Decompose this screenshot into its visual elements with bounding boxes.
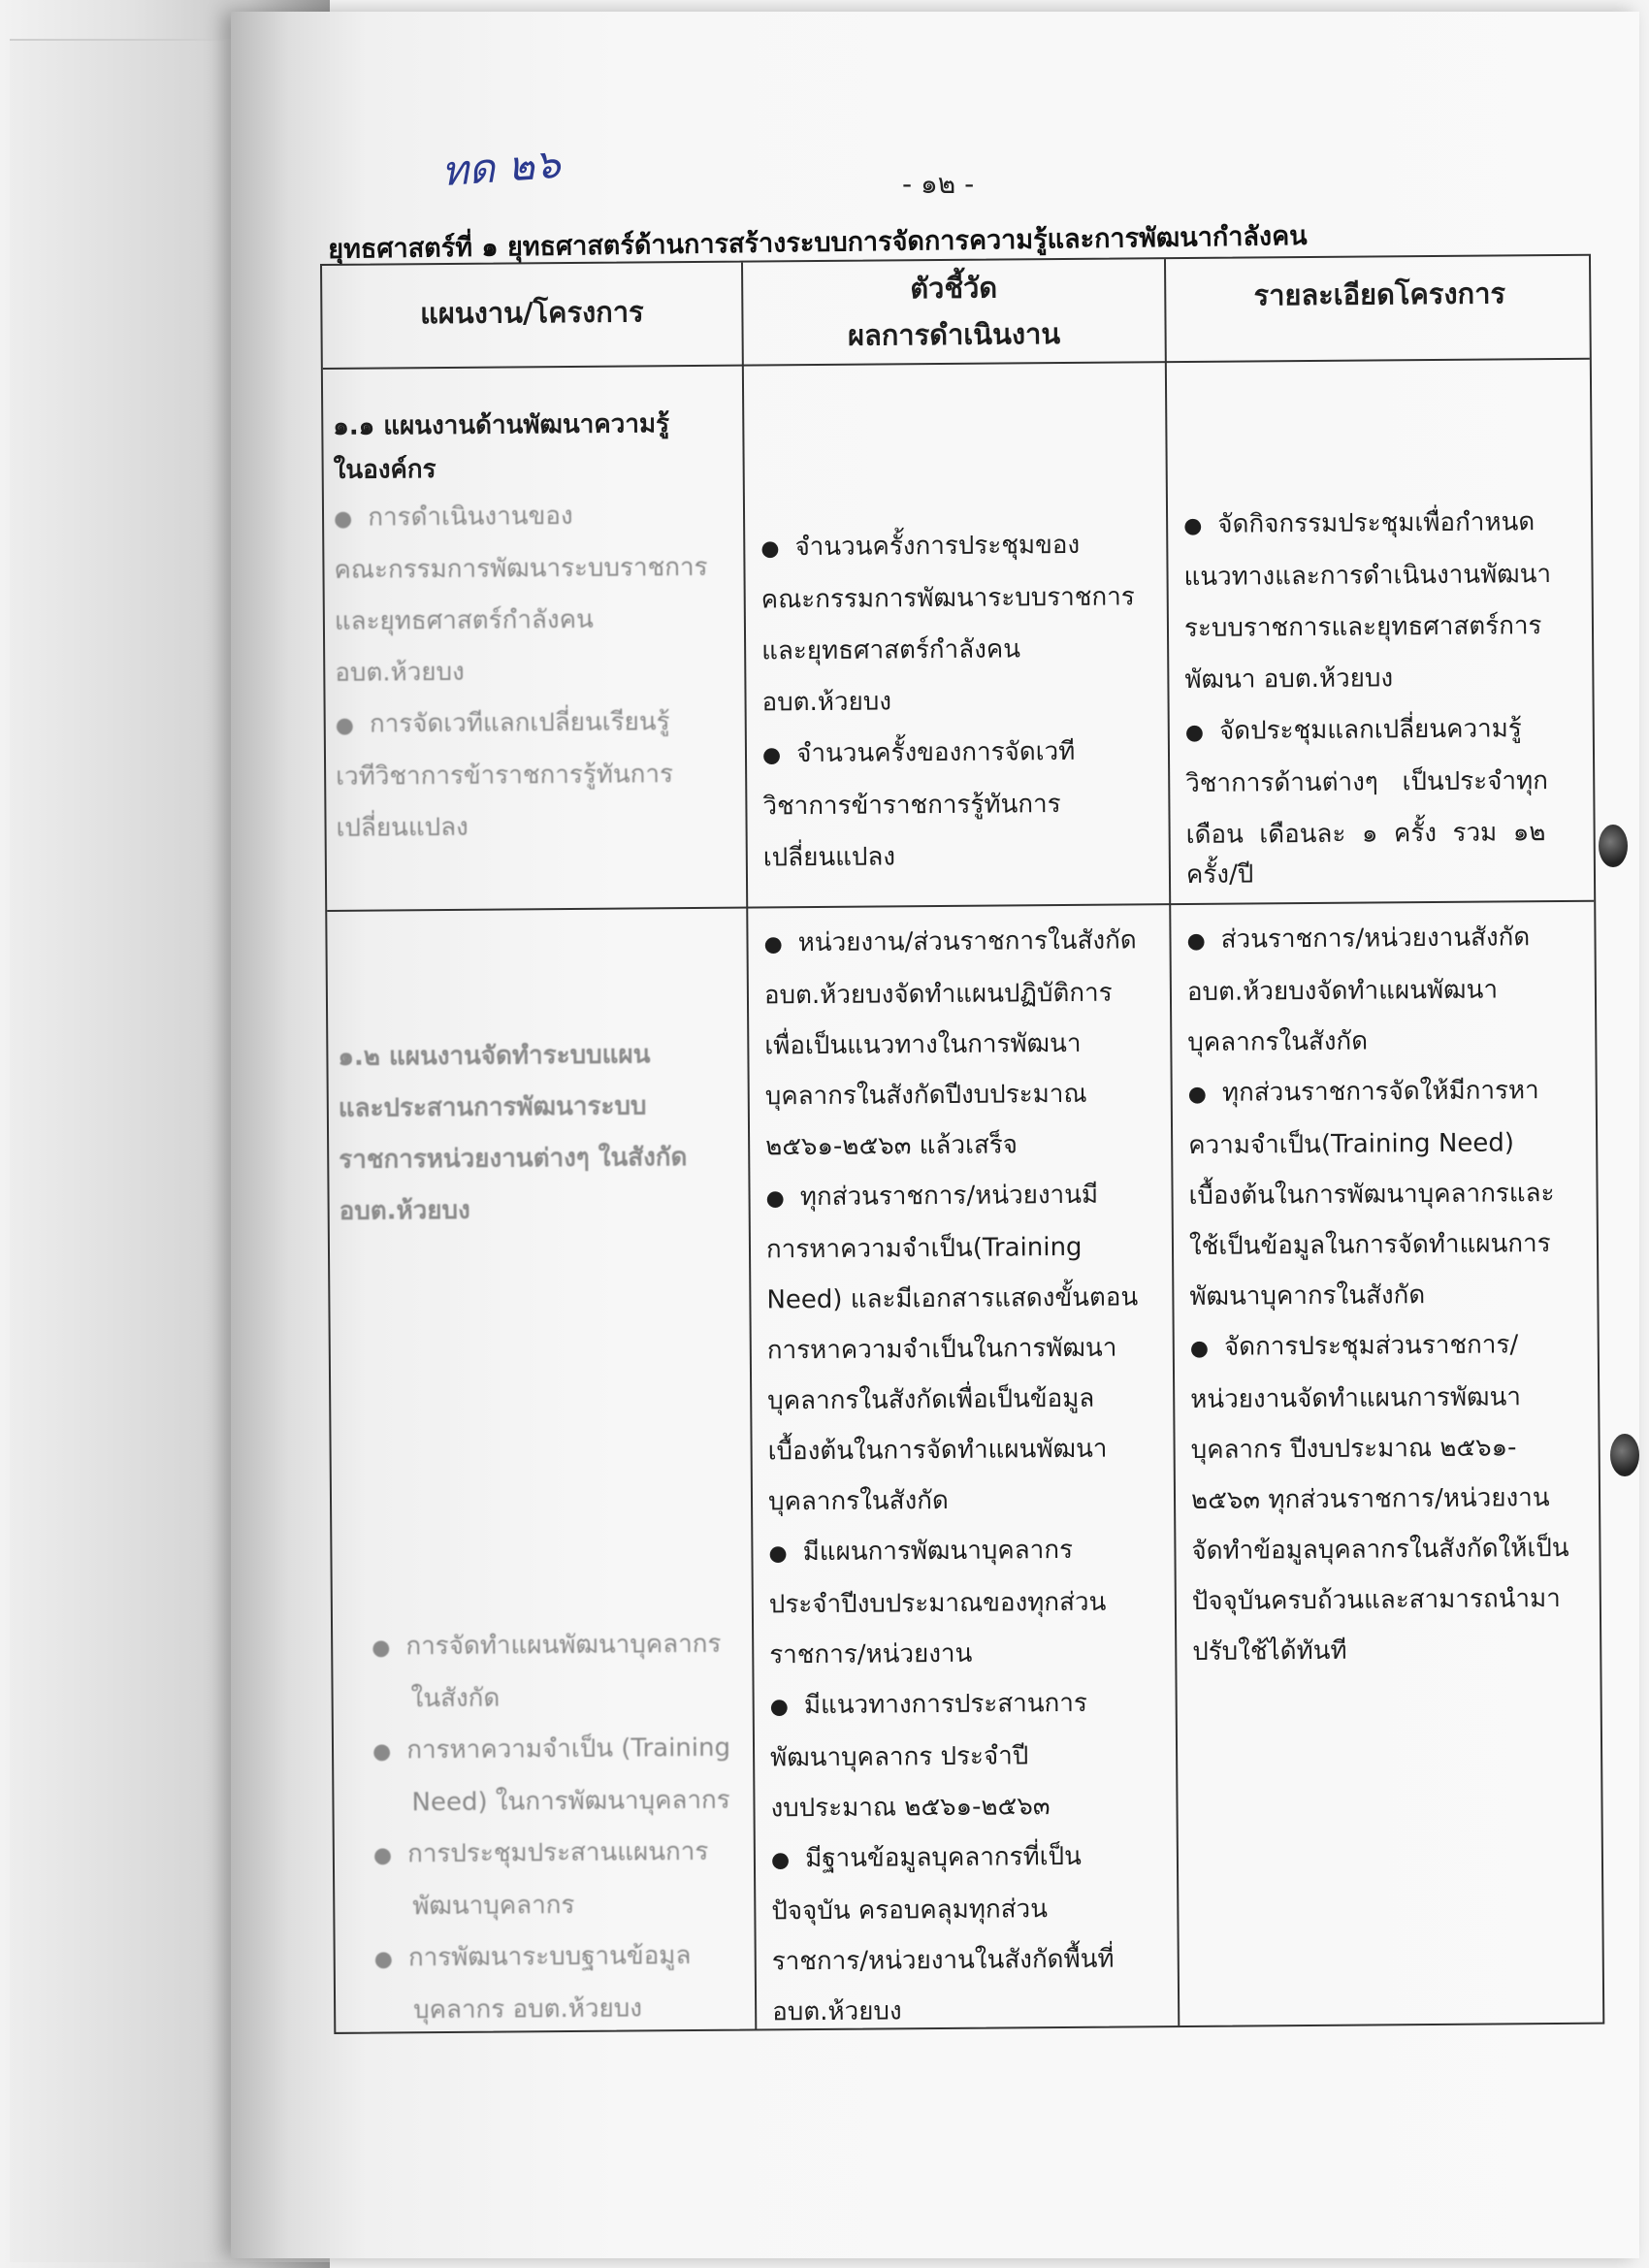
row2-plan-item: พัฒนาบุคลากร bbox=[412, 1890, 575, 1922]
row2-detail: หน่วยงานจัดทำแผนการพัฒนา bbox=[1190, 1382, 1522, 1414]
row1-plan-item: และยุทธศาสตร์กำลังคน bbox=[334, 604, 594, 636]
binder-hole bbox=[1610, 1434, 1639, 1476]
row1-indicator: วิชาการข้าราชการรู้ทันการ bbox=[762, 790, 1061, 822]
row1-detail: พัฒนา อบต.ห้วยบง bbox=[1184, 664, 1394, 696]
strategy-table bbox=[320, 254, 1604, 2034]
row2-plan-line: ๑.๒ แผนงานจัดทำระบบแผน bbox=[338, 1040, 651, 1072]
row2-indicator: ● หน่วยงาน/ส่วนราชการในสังกัด bbox=[763, 915, 1167, 970]
row1-plan-item: ● การดำเนินงานของ bbox=[334, 490, 741, 545]
row1-detail: เดือน เดือนละ ๑ ครั้ง รวม ๑๒ bbox=[1185, 818, 1546, 851]
row2-plan-item: ● การจัดทำแผนพัฒนาบุคลากร bbox=[372, 1619, 750, 1674]
row1-indicator: และยุทธศาสตร์กำลังคน bbox=[761, 634, 1021, 666]
row2-detail: ความจำเป็น(Training Need) bbox=[1188, 1128, 1515, 1160]
header-indicator-line1: ตัวชี้วัด bbox=[910, 271, 998, 306]
header-details: รายละเอียดโครงการ bbox=[1253, 276, 1506, 312]
row2-indicator: Need) และมีเอกสารแสดงขั้นตอน bbox=[766, 1282, 1139, 1315]
row2-detail: บุคลากรในสังกัด bbox=[1187, 1026, 1369, 1058]
row1-plan-item: อบต.ห้วยบง bbox=[335, 657, 465, 688]
row2-indicator: เบื้องต้นในการจัดทำแผนพัฒนา bbox=[767, 1434, 1108, 1467]
row2-indicator: ปัจจุบัน ครอบคลุมทุกส่วน bbox=[771, 1895, 1049, 1927]
row1-plan bbox=[333, 399, 744, 855]
header-indicator-line2: ผลการดำเนินงาน bbox=[847, 317, 1061, 352]
row2-indicator: ประจำปีงบประมาณของทุกส่วน bbox=[768, 1587, 1107, 1620]
row1-detail: แนวทางและการดำเนินงานพัฒนา bbox=[1183, 560, 1552, 593]
row2-indicators bbox=[763, 915, 1176, 2037]
row1-plan-item: เวทีวิชาการข้าราชการรู้ทันการ bbox=[336, 760, 674, 792]
row1-detail: ● จัดกิจกรรมประชุมเพื่อกำหนด bbox=[1183, 497, 1593, 552]
row2-detail: ● จัดการประชุมส่วนราชการ/ bbox=[1190, 1319, 1600, 1375]
handwritten-note: ทด ๒๖ bbox=[439, 139, 563, 196]
row2-plan-line: ราชการหน่วยงานต่างๆ ในสังกัด bbox=[339, 1143, 688, 1175]
row1-indicators bbox=[760, 519, 1167, 884]
header-indicator bbox=[743, 263, 1165, 359]
row1-detail: ● จัดประชุมแลกเปลี่ยนความรู้ bbox=[1185, 703, 1595, 759]
row2-detail: ใช้เป็นข้อมูลในการจัดทำแผนการ bbox=[1188, 1229, 1551, 1261]
row2-indicator: ● มีแผนการพัฒนาบุคลากร bbox=[768, 1524, 1172, 1579]
row2-indicator: งบประมาณ ๒๕๖๑-๒๕๖๓ bbox=[770, 1792, 1051, 1824]
row2-plan-line: และประสานการพัฒนาระบบ bbox=[338, 1091, 647, 1123]
row2-detail: พัฒนาบุคากรในสังกัด bbox=[1189, 1280, 1426, 1312]
row2-indicator: ๒๕๖๑-๒๕๖๓ แล้วเสร็จ bbox=[765, 1130, 1018, 1162]
row-divider bbox=[327, 900, 1594, 912]
row2-indicator: ● ทุกส่วนราชการ/หน่วยงานมี bbox=[765, 1169, 1169, 1224]
row2-indicator: พัฒนาบุคลากร ประจำปี bbox=[769, 1741, 1029, 1773]
row1-plan-title-cont: ในองค์กร bbox=[333, 455, 436, 485]
row2-indicator: ราชการ/หน่วยงาน bbox=[769, 1638, 973, 1670]
row2-indicator: ● มีฐานข้อมูลบุคลากรที่เป็น bbox=[771, 1831, 1175, 1886]
row1-plan-item: คณะกรรมการพัฒนาระบบราชการ bbox=[334, 552, 708, 585]
row2-plan-item: ● การหาความจำเป็น (Training bbox=[372, 1723, 751, 1778]
row1-details bbox=[1183, 497, 1596, 901]
row2-plan-items bbox=[372, 1619, 753, 2037]
row1-indicator: ● จำนวนครั้งการประชุมของ bbox=[760, 519, 1164, 574]
row1-plan-item: ● การจัดเวทีแลกเปลี่ยนเรียนรู้ bbox=[336, 697, 743, 752]
row1-indicator: ● จำนวนครั้งของการจัดเวที bbox=[762, 726, 1166, 781]
row1-indicator: เปลี่ยนแปลง bbox=[762, 842, 896, 873]
row2-indicator: บุคลากรในสังกัดปีงบประมาณ bbox=[764, 1079, 1087, 1112]
row2-indicator: เพื่อเป็นแนวทางในการพัฒนา bbox=[764, 1028, 1082, 1061]
row2-detail: จัดทำข้อมูลบุคลากรในสังกัดให้เป็น bbox=[1191, 1533, 1569, 1566]
row2-plan-item: ในสังกัด bbox=[410, 1683, 501, 1714]
row2-plan-item: ● การประชุมประสานแผนการ bbox=[373, 1827, 752, 1882]
row2-indicator: บุคลากรในสังกัด bbox=[767, 1485, 949, 1517]
row2-plan-line: อบต.ห้วยบง bbox=[339, 1195, 470, 1226]
row2-plan bbox=[338, 1029, 747, 1238]
row1-plan-title: ๑.๑ แผนงานด้านพัฒนาความรู้ bbox=[333, 409, 670, 441]
row2-indicator: ราชการ/หน่วยงานในสังกัดพื้นที่ bbox=[771, 1944, 1115, 1977]
row2-detail: ปรับใช้ได้ทันที bbox=[1192, 1636, 1347, 1667]
row2-detail: ● ทุกส่วนราชการจัดให้มีการหา bbox=[1188, 1065, 1598, 1120]
row2-plan-item: ● การพัฒนาระบบฐานข้อมูล bbox=[374, 1930, 753, 1986]
row1-detail: ครั้ง/ปี bbox=[1185, 859, 1254, 891]
row2-detail: บุคลากร ปีงบประมาณ ๒๕๖๑- bbox=[1190, 1433, 1517, 1465]
header-divider bbox=[323, 358, 1590, 370]
row2-detail: อบต.ห้วยบงจัดทำแผนพัฒนา bbox=[1186, 975, 1499, 1008]
binder-hole bbox=[1599, 825, 1628, 867]
row2-plan-item: บุคลากร อบต.ห้วยบง bbox=[413, 1993, 643, 2025]
header-plan: แผนงาน/โครงการ bbox=[420, 295, 644, 331]
row1-indicator: อบต.ห้วยบง bbox=[761, 687, 892, 718]
row2-details bbox=[1186, 912, 1601, 1677]
row2-indicator: การหาความจำเป็นในการพัฒนา bbox=[766, 1333, 1117, 1366]
row2-indicator: บุคลากรในสังกัดเพื่อเป็นข้อมูล bbox=[767, 1383, 1095, 1416]
row1-plan-item: เปลี่ยนแปลง bbox=[336, 812, 469, 843]
row2-detail: เบื้องต้นในการพัฒนาบุคลากรและ bbox=[1188, 1179, 1555, 1211]
row2-plan-item: Need) ในการพัฒนาบุคลากร bbox=[411, 1785, 730, 1818]
row2-indicator: การหาความจำเป็น(Training bbox=[765, 1232, 1083, 1265]
strategy-title: ยุทธศาสตร์ที่ ๑ ยุทธศาสตร์ด้านการสร้างระบบการจัดการความรู้และการพัฒนากำลังคน bbox=[328, 220, 1308, 265]
row1-indicator: คณะกรรมการพัฒนาระบบราชการ bbox=[760, 582, 1135, 615]
row2-detail: ปัจจุบันครบถ้วนและสามารถนำมา bbox=[1191, 1583, 1561, 1616]
row2-detail: ๒๕๖๓ ทุกส่วนราชการ/หน่วยงาน bbox=[1190, 1483, 1550, 1515]
row2-indicator: อบต.ห้วยบงจัดทำแผนปฏิบัติการ bbox=[763, 978, 1113, 1011]
page-number: - ๑๒ - bbox=[902, 168, 975, 200]
row2-indicator: อบต.ห้วยบง bbox=[772, 1996, 902, 2027]
row1-detail: วิชาการด้านต่างๆ เป็นประจำทุก bbox=[1185, 766, 1549, 799]
row2-indicator: ● มีแนวทางการประสานการ bbox=[769, 1677, 1173, 1733]
row2-detail: ● ส่วนราชการ/หน่วยงานสังกัด bbox=[1186, 912, 1596, 967]
row1-detail: ระบบราชการและยุทธศาสตร์การ bbox=[1183, 611, 1542, 644]
